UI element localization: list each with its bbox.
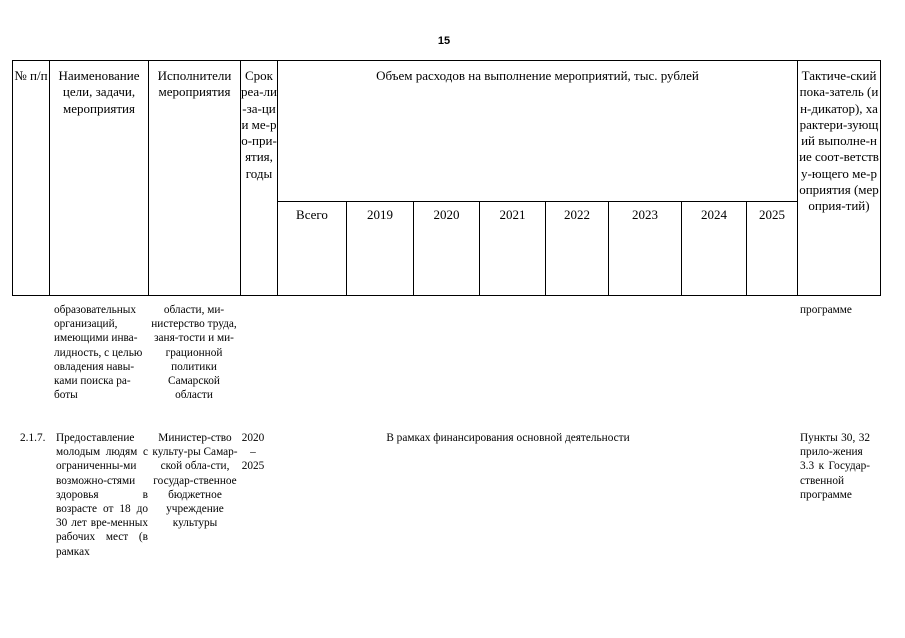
- page-number: 15: [437, 35, 451, 47]
- header-year-2019: 2019: [367, 207, 393, 222]
- header-year-2023: 2023: [632, 207, 658, 222]
- row-executor: области, ми-нистерство труда, заня-тости и ми-грационной политики Самарской области: [151, 304, 237, 402]
- header-col-executor: Исполнители мероприятия: [157, 68, 232, 100]
- header-year-2021: 2021: [499, 207, 526, 222]
- header-year-2025: 2025: [759, 207, 785, 222]
- row-volume-note: В рамках финансирования основной деятельности: [386, 432, 630, 444]
- header-col-number: № п/п: [14, 68, 48, 83]
- header-col-total: Всего: [296, 207, 328, 222]
- row-indicator: программе: [800, 304, 852, 316]
- header-col-volume: Объем расходов на выполнение мероприятий, тыс. рублей: [376, 68, 699, 83]
- header-year-2020: 2020: [433, 207, 460, 222]
- header-col-term: Срок реа-ли-за-ции ме-ро-при-ятия, годы: [241, 68, 277, 181]
- row-name: Предоставление молодым людям с ограниченны-ми возможно-стями здоровья в возрасте от 18 до 30 лет вре-менных рабочих мест (в рамках: [56, 432, 148, 558]
- row-term: 2020 – 2025: [241, 432, 265, 473]
- row-indicator: Пункты 30, 32 прило-жения 3.3 к Государ-ственной программе: [800, 432, 870, 501]
- header-col-name: Наименование цели, задачи, мероприятия: [58, 68, 140, 116]
- header-col-indicator: Тактиче-ский пока-затель (ин-дикатор), характери-зующий выполне-ние соот-ветству-ющего ме-роприятия (мероприя-тий): [799, 68, 879, 214]
- row-number: 2.1.7.: [20, 432, 46, 444]
- row-name: образовательных организаций, имеющими инва-лидность, с целью овладения навы-ками поиска ра-боты: [54, 304, 143, 402]
- row-executor: Министер-ство культу-ры Самар-ской обла-сти, государ-ственное бюджетное учреждение культуры: [152, 432, 238, 530]
- header-year-2022: 2022: [564, 207, 590, 222]
- header-year-2024: 2024: [701, 207, 727, 222]
